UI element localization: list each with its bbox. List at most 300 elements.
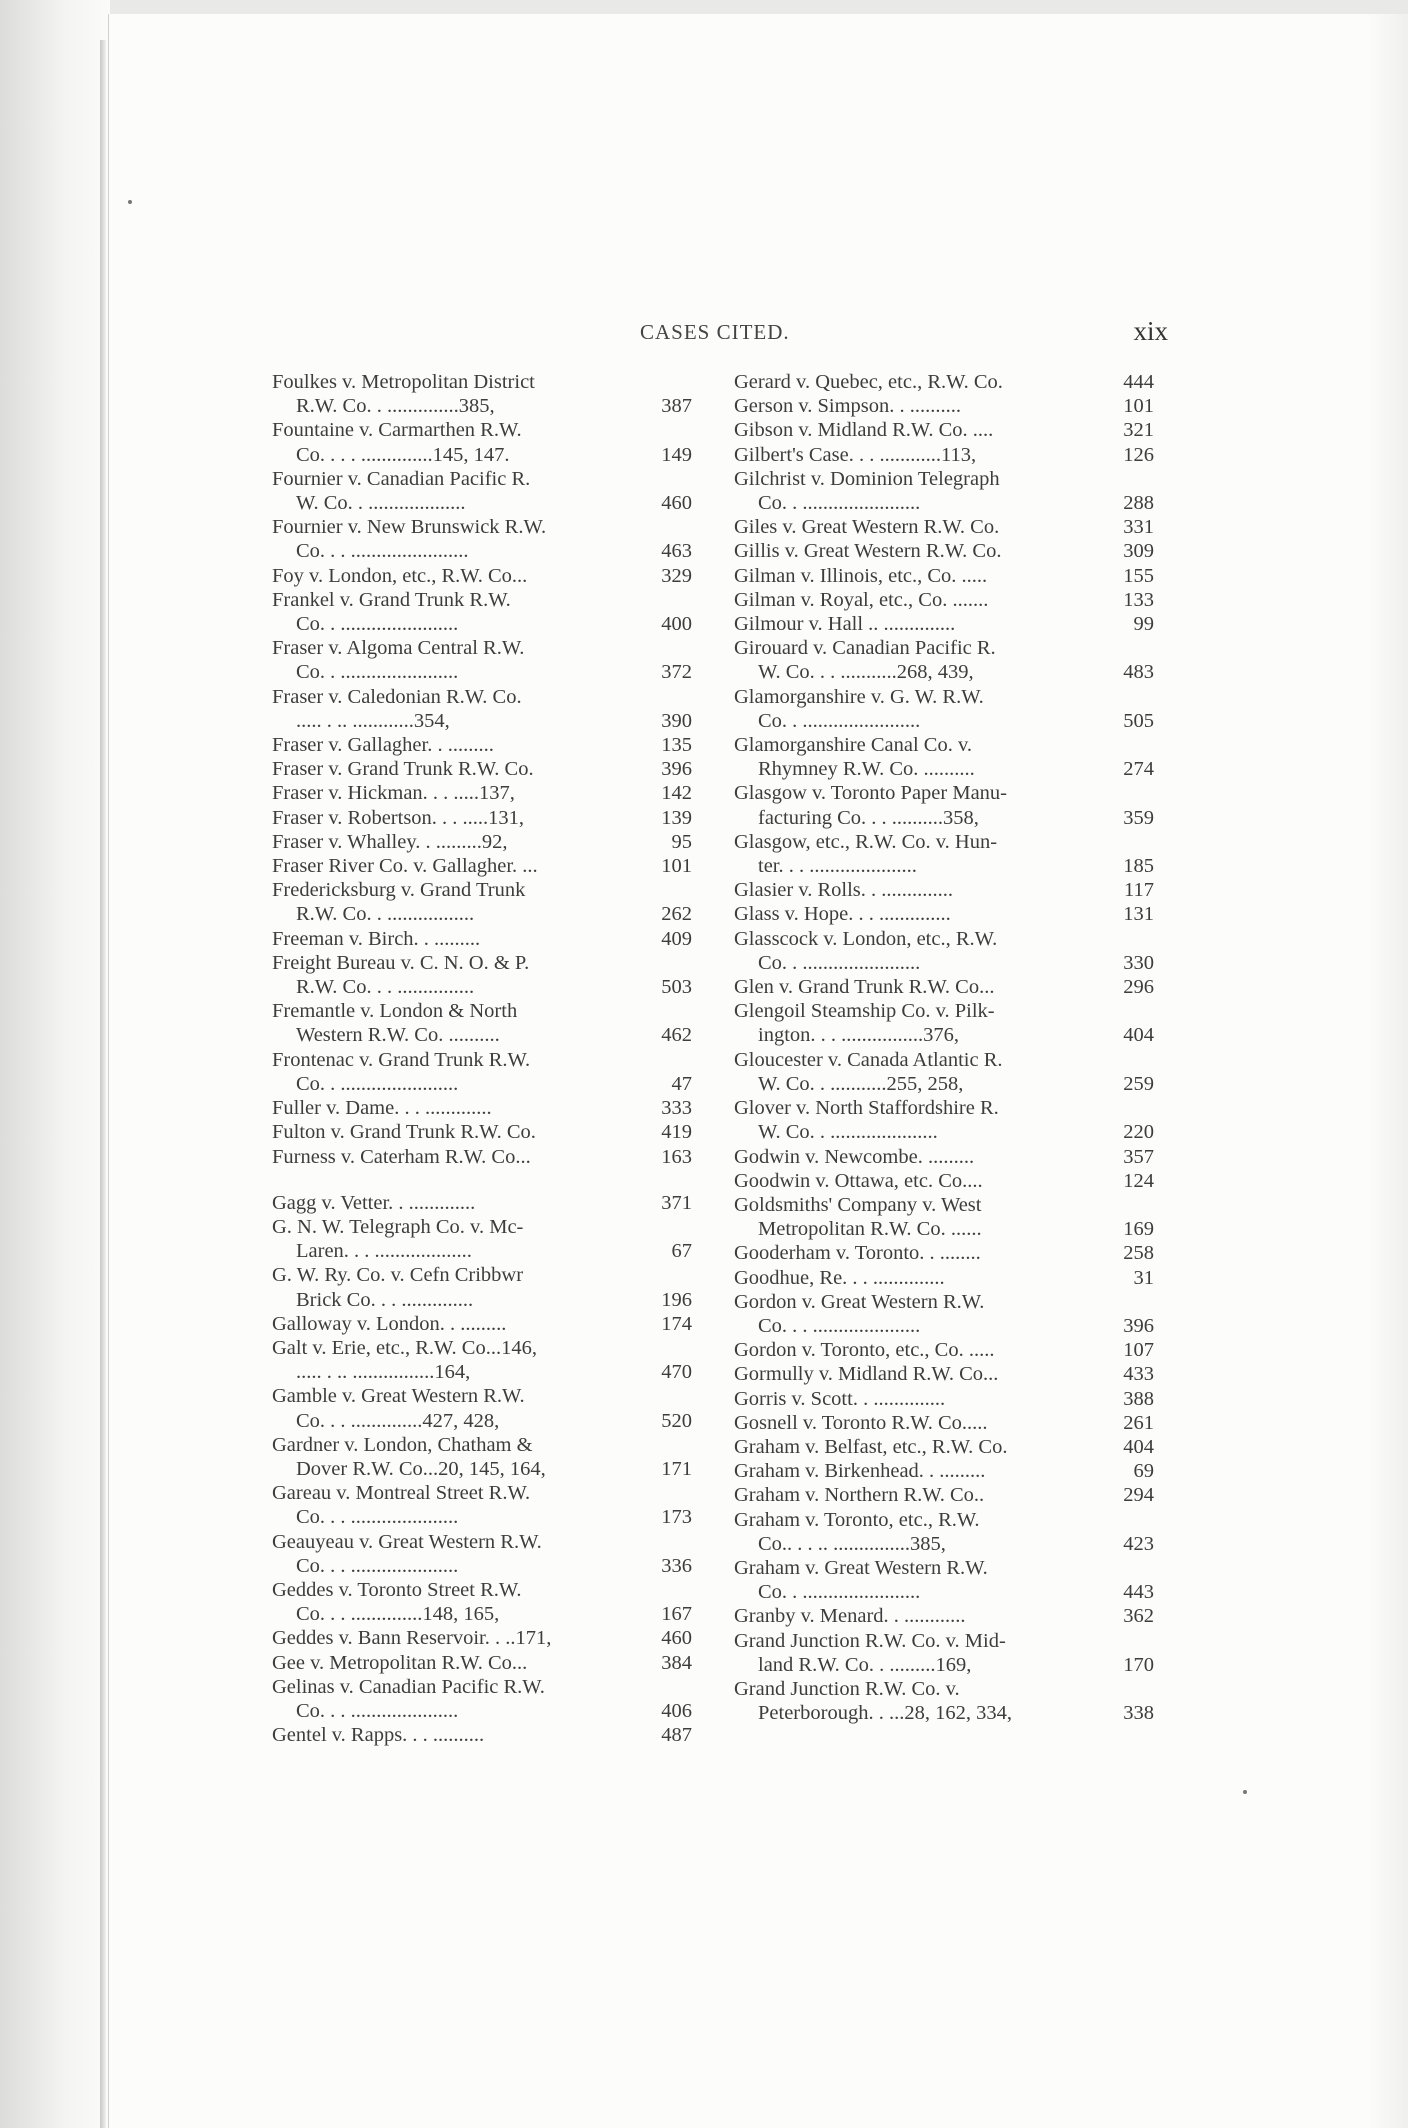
case-entry bbox=[272, 806, 692, 830]
case-entry bbox=[734, 515, 1154, 539]
case-name-line bbox=[272, 951, 692, 975]
case-entry bbox=[272, 1530, 692, 1578]
case-reference-line bbox=[272, 443, 692, 467]
case-reference-text: Co. . ....................... bbox=[296, 1072, 459, 1095]
page-reference: 95 bbox=[671, 830, 692, 853]
page-reference: 396 bbox=[661, 758, 692, 781]
case-entry bbox=[734, 1362, 1154, 1386]
running-head: CASES CITED. bbox=[640, 320, 790, 344]
page-reference: 67 bbox=[671, 1240, 692, 1263]
page-reference: 406 bbox=[661, 1699, 692, 1722]
case-reference-text: Gee v. Metropolitan R.W. Co... bbox=[272, 1651, 528, 1674]
case-reference-line bbox=[272, 612, 692, 636]
case-reference-line bbox=[272, 394, 692, 418]
book-spine-shadow bbox=[0, 0, 110, 2128]
case-name-text: Gardner v. London, Chatham & bbox=[272, 1433, 533, 1456]
case-name-line bbox=[734, 1048, 1154, 1072]
case-name-line bbox=[272, 1263, 692, 1287]
case-reference-line bbox=[272, 927, 692, 951]
case-reference-text: Gilman v. Royal, etc., Co. ....... bbox=[734, 588, 989, 611]
case-name-line bbox=[272, 418, 692, 442]
case-name-line bbox=[734, 1677, 1154, 1701]
page-reference: 463 bbox=[661, 540, 692, 563]
case-entry bbox=[734, 902, 1154, 926]
case-reference-text: Co. . . ..................... bbox=[296, 1506, 459, 1529]
page-reference: 262 bbox=[661, 903, 692, 926]
case-reference-text: Co. . . . ..............145, 147. bbox=[296, 443, 510, 466]
case-name-text: Gareau v. Montreal Street R.W. bbox=[272, 1482, 531, 1505]
case-entry bbox=[734, 418, 1154, 442]
page-reference: 139 bbox=[661, 806, 692, 829]
case-reference-line bbox=[734, 1580, 1154, 1604]
case-name-text: Fraser v. Algoma Central R.W. bbox=[272, 637, 525, 660]
case-reference-text: Giles v. Great Western R.W. Co. bbox=[734, 516, 1000, 539]
case-reference-line bbox=[734, 1411, 1154, 1435]
case-reference-text: Co. . ....................... bbox=[758, 1581, 921, 1604]
case-reference-text: Galloway v. London. . ......... bbox=[272, 1312, 507, 1335]
case-name-text: Geauyeau v. Great Western R.W. bbox=[272, 1530, 542, 1553]
page-reference: 331 bbox=[1123, 516, 1154, 539]
case-reference-text: Furness v. Caterham R.W. Co... bbox=[272, 1145, 531, 1168]
case-reference-text: Gilmour v. Hall .. .............. bbox=[734, 613, 956, 636]
page-reference: 357 bbox=[1123, 1145, 1154, 1168]
case-name-line bbox=[272, 370, 692, 394]
page-reference: 126 bbox=[1123, 443, 1154, 466]
case-entry bbox=[734, 975, 1154, 999]
case-name-line bbox=[734, 1096, 1154, 1120]
case-reference-line bbox=[734, 709, 1154, 733]
page-reference: 69 bbox=[1133, 1460, 1154, 1483]
case-entry bbox=[272, 1215, 692, 1263]
case-reference-line bbox=[272, 1145, 692, 1169]
page-reference: 99 bbox=[1133, 613, 1154, 636]
page-reference: 294 bbox=[1123, 1484, 1154, 1507]
case-name-text: Geddes v. Toronto Street R.W. bbox=[272, 1578, 522, 1601]
page-reference: 396 bbox=[1123, 1314, 1154, 1337]
case-entry bbox=[734, 927, 1154, 975]
case-reference-line bbox=[272, 781, 692, 805]
page-reference: 404 bbox=[1123, 1435, 1154, 1458]
case-name-line bbox=[272, 1578, 692, 1602]
case-name-line bbox=[272, 1336, 692, 1360]
case-name-text: Fountaine v. Carmarthen R.W. bbox=[272, 419, 522, 442]
case-reference-line bbox=[734, 806, 1154, 830]
case-entry bbox=[734, 370, 1154, 394]
case-entry bbox=[734, 1290, 1154, 1338]
case-reference-text: Glen v. Grand Trunk R.W. Co... bbox=[734, 976, 995, 999]
page-number: xix bbox=[1133, 316, 1168, 346]
case-name-line bbox=[272, 467, 692, 491]
page-reference: 338 bbox=[1123, 1702, 1154, 1725]
case-reference-line bbox=[734, 1023, 1154, 1047]
page-reference: 419 bbox=[661, 1121, 692, 1144]
case-entry bbox=[272, 1096, 692, 1120]
case-entry bbox=[272, 1048, 692, 1096]
case-name-line bbox=[734, 1193, 1154, 1217]
case-reference-text: Co. . . ..............427, 428, bbox=[296, 1409, 500, 1432]
case-entry bbox=[734, 1483, 1154, 1507]
page-reference: 330 bbox=[1123, 951, 1154, 974]
case-entry bbox=[272, 564, 692, 588]
case-reference-text: Gibson v. Midland R.W. Co. .... bbox=[734, 419, 994, 442]
case-reference-line bbox=[272, 757, 692, 781]
case-reference-text: Co. . . ..................... bbox=[296, 1554, 459, 1577]
case-reference-text: R.W. Co. . ..............385, bbox=[296, 395, 495, 418]
case-reference-line bbox=[734, 757, 1154, 781]
case-entry bbox=[734, 878, 1154, 902]
case-entry bbox=[272, 999, 692, 1047]
case-reference-line bbox=[734, 491, 1154, 515]
case-name-line bbox=[272, 1384, 692, 1408]
case-reference-line bbox=[734, 1483, 1154, 1507]
case-reference-line bbox=[272, 975, 692, 999]
case-reference-text: Fulton v. Grand Trunk R.W. Co. bbox=[272, 1121, 536, 1144]
case-entry bbox=[734, 733, 1154, 781]
page-reference: 174 bbox=[661, 1312, 692, 1335]
case-entry bbox=[734, 564, 1154, 588]
case-reference-line bbox=[734, 1072, 1154, 1096]
case-reference-text: Co. . ....................... bbox=[758, 492, 921, 515]
case-reference-line bbox=[272, 1120, 692, 1144]
case-entry bbox=[734, 999, 1154, 1047]
case-reference-text: Co.. . . .. ...............385, bbox=[758, 1532, 946, 1555]
case-name-text: G. W. Ry. Co. v. Cefn Cribbwr bbox=[272, 1264, 524, 1287]
case-reference-text: Co. . ....................... bbox=[296, 613, 459, 636]
case-name-text: Glengoil Steamship Co. v. Pilk- bbox=[734, 1000, 995, 1023]
case-name-line bbox=[734, 1508, 1154, 1532]
case-reference-line bbox=[272, 1602, 692, 1626]
case-reference-line bbox=[734, 1653, 1154, 1677]
case-reference-line bbox=[734, 1266, 1154, 1290]
page-reference: 329 bbox=[661, 564, 692, 587]
case-reference-line bbox=[734, 1338, 1154, 1362]
case-reference-text: Gerard v. Quebec, etc., R.W. Co. bbox=[734, 371, 1003, 393]
case-reference-text: Granby v. Menard. . ............ bbox=[734, 1605, 966, 1628]
case-name-line bbox=[734, 927, 1154, 951]
case-reference-text: W. Co. . ...........255, 258, bbox=[758, 1072, 964, 1095]
case-reference-text: Graham v. Birkenhead. . ......... bbox=[734, 1460, 986, 1483]
case-reference-line bbox=[272, 1023, 692, 1047]
case-entry bbox=[272, 370, 692, 418]
page-reference: 336 bbox=[661, 1554, 692, 1577]
page-reference: 196 bbox=[661, 1288, 692, 1311]
case-reference-line bbox=[734, 370, 1154, 394]
case-reference-text: Gilman v. Illinois, etc., Co. ..... bbox=[734, 564, 988, 587]
case-reference-text: Fuller v. Dame. . . ............. bbox=[272, 1097, 492, 1120]
case-reference-line bbox=[734, 1241, 1154, 1265]
case-reference-line bbox=[734, 878, 1154, 902]
page-reference: 142 bbox=[661, 782, 692, 805]
case-entry bbox=[734, 443, 1154, 467]
case-entry bbox=[734, 1435, 1154, 1459]
case-reference-text: R.W. Co. . ................. bbox=[296, 903, 475, 926]
page-reference: 288 bbox=[1123, 492, 1154, 515]
case-reference-text: Fraser v. Hickman. . . .....137, bbox=[272, 782, 515, 805]
page-reference: 296 bbox=[1123, 976, 1154, 999]
case-reference-text: Graham v. Northern R.W. Co.. bbox=[734, 1484, 985, 1507]
case-reference-line bbox=[734, 1362, 1154, 1386]
case-reference-line bbox=[734, 1435, 1154, 1459]
page-reference: 169 bbox=[1123, 1218, 1154, 1241]
case-reference-line bbox=[272, 1554, 692, 1578]
case-name-text: Freight Bureau v. C. N. O. & P. bbox=[272, 951, 530, 974]
case-name-text: Fraser v. Caledonian R.W. Co. bbox=[272, 685, 522, 708]
case-entry bbox=[734, 781, 1154, 829]
page-reference: 149 bbox=[661, 443, 692, 466]
case-entry bbox=[272, 1723, 692, 1747]
page-reference: 503 bbox=[661, 976, 692, 999]
case-reference-text: Fraser v. Robertson. . . .....131, bbox=[272, 806, 525, 829]
page-reference: 131 bbox=[1123, 903, 1154, 926]
case-name-text: Fredericksburg v. Grand Trunk bbox=[272, 879, 526, 902]
page-reference: 371 bbox=[661, 1191, 692, 1214]
page-reference: 333 bbox=[661, 1097, 692, 1120]
case-name-text: Graham v. Toronto, etc., R.W. bbox=[734, 1508, 980, 1531]
case-reference-line bbox=[272, 854, 692, 878]
case-reference-text: W. Co. . . ...........268, 439, bbox=[758, 661, 974, 684]
case-name-text: Fournier v. New Brunswick R.W. bbox=[272, 516, 547, 539]
case-name-text: Goldsmiths' Company v. West bbox=[734, 1193, 982, 1216]
case-reference-text: ..... . .. ............354, bbox=[296, 709, 450, 732]
case-name-text: Glasscock v. London, etc., R.W. bbox=[734, 927, 998, 950]
page-reference: 400 bbox=[661, 613, 692, 636]
case-reference-line bbox=[272, 733, 692, 757]
case-entry bbox=[272, 830, 692, 854]
case-name-line bbox=[272, 1481, 692, 1505]
page-reference: 404 bbox=[1123, 1024, 1154, 1047]
case-reference-line bbox=[734, 1169, 1154, 1193]
page-reference: 505 bbox=[1123, 709, 1154, 732]
case-reference-line bbox=[272, 1191, 692, 1215]
right-column bbox=[734, 370, 1154, 1725]
page-reference: 372 bbox=[661, 661, 692, 684]
case-name-text: Frontenac v. Grand Trunk R.W. bbox=[272, 1048, 531, 1071]
page-reference: 359 bbox=[1123, 806, 1154, 829]
case-entry bbox=[272, 1336, 692, 1384]
case-reference-line bbox=[734, 443, 1154, 467]
case-entry bbox=[734, 1629, 1154, 1677]
case-entry bbox=[272, 1263, 692, 1311]
page-reference: 520 bbox=[661, 1409, 692, 1432]
case-name-text: Foulkes v. Metropolitan District bbox=[272, 371, 535, 393]
case-entry bbox=[734, 1266, 1154, 1290]
case-reference-line bbox=[272, 1072, 692, 1096]
case-name-line bbox=[734, 467, 1154, 491]
case-entry bbox=[734, 1556, 1154, 1604]
case-reference-text: Fraser River Co. v. Gallagher. ... bbox=[272, 855, 538, 878]
case-name-text: Gloucester v. Canada Atlantic R. bbox=[734, 1048, 1003, 1071]
case-entry bbox=[734, 685, 1154, 733]
case-reference-text: Brick Co. . . .............. bbox=[296, 1288, 474, 1311]
case-reference-line bbox=[272, 1239, 692, 1263]
case-name-text: Fournier v. Canadian Pacific R. bbox=[272, 467, 531, 490]
case-name-line bbox=[734, 1556, 1154, 1580]
case-entry bbox=[272, 1120, 692, 1144]
case-reference-text: Co. . . ..............148, 165, bbox=[296, 1603, 500, 1626]
case-entry bbox=[734, 1387, 1154, 1411]
case-name-text: Grand Junction R.W. Co. v. Mid- bbox=[734, 1629, 1006, 1652]
case-reference-text: ..... . .. ................164, bbox=[296, 1361, 471, 1384]
case-reference-line bbox=[734, 418, 1154, 442]
case-name-line bbox=[272, 1675, 692, 1699]
case-name-line bbox=[734, 636, 1154, 660]
case-reference-line bbox=[734, 515, 1154, 539]
case-reference-line bbox=[734, 394, 1154, 418]
case-name-text: Galt v. Erie, etc., R.W. Co...146, bbox=[272, 1336, 537, 1359]
case-reference-text: Peterborough. . ...28, 162, 334, bbox=[758, 1702, 1012, 1725]
case-name-line bbox=[734, 1290, 1154, 1314]
page-reference: 170 bbox=[1123, 1653, 1154, 1676]
case-reference-line bbox=[734, 660, 1154, 684]
facing-page-edge bbox=[100, 40, 106, 2128]
case-reference-text: Fraser v. Whalley. . .........92, bbox=[272, 830, 508, 853]
case-name-line bbox=[734, 733, 1154, 757]
case-reference-text: Glass v. Hope. . . .............. bbox=[734, 903, 951, 926]
case-reference-text: Co. . . ..................... bbox=[758, 1314, 921, 1337]
case-reference-line bbox=[272, 1288, 692, 1312]
case-name-line bbox=[272, 1433, 692, 1457]
case-reference-line bbox=[734, 1120, 1154, 1144]
case-name-text: Gamble v. Great Western R.W. bbox=[272, 1385, 525, 1408]
case-name-line bbox=[734, 685, 1154, 709]
case-reference-line bbox=[734, 854, 1154, 878]
case-name-text: Glamorganshire Canal Co. v. bbox=[734, 734, 972, 757]
case-reference-line bbox=[734, 1314, 1154, 1338]
case-reference-line bbox=[272, 1699, 692, 1723]
case-name-line bbox=[734, 830, 1154, 854]
case-reference-line bbox=[272, 902, 692, 926]
case-entry bbox=[272, 1651, 692, 1675]
case-name-text: Graham v. Great Western R.W. bbox=[734, 1556, 988, 1579]
case-reference-text: Gerson v. Simpson. . .......... bbox=[734, 395, 962, 418]
case-entry bbox=[272, 467, 692, 515]
case-name-line bbox=[272, 878, 692, 902]
case-name-text: Fremantle v. London & North bbox=[272, 1000, 518, 1023]
page-reference: 135 bbox=[661, 734, 692, 757]
case-reference-line bbox=[734, 588, 1154, 612]
case-name-line bbox=[734, 999, 1154, 1023]
page-reference: 261 bbox=[1123, 1411, 1154, 1434]
case-reference-text: Co. . ....................... bbox=[296, 661, 459, 684]
case-reference-text: Foy v. London, etc., R.W. Co... bbox=[272, 564, 528, 587]
case-reference-text: Dover R.W. Co...20, 145, 164, bbox=[296, 1457, 546, 1480]
page-reference: 321 bbox=[1123, 419, 1154, 442]
case-entry bbox=[734, 1338, 1154, 1362]
page-reference: 409 bbox=[661, 927, 692, 950]
case-reference-text: land R.W. Co. . .........169, bbox=[758, 1653, 972, 1676]
case-entry bbox=[734, 612, 1154, 636]
case-reference-text: Co. . ....................... bbox=[758, 709, 921, 732]
case-reference-text: Godwin v. Newcombe. ......... bbox=[734, 1145, 975, 1168]
page-reference: 124 bbox=[1123, 1169, 1154, 1192]
case-entry bbox=[272, 588, 692, 636]
case-entry bbox=[272, 418, 692, 466]
case-entry bbox=[734, 1193, 1154, 1241]
case-entry bbox=[272, 1384, 692, 1432]
case-reference-text: Geddes v. Bann Reservoir. . ..171, bbox=[272, 1627, 552, 1650]
page-reference: 470 bbox=[661, 1361, 692, 1384]
case-name-line bbox=[734, 1629, 1154, 1653]
case-entry bbox=[272, 685, 692, 733]
case-name-line bbox=[272, 515, 692, 539]
case-name-line bbox=[734, 781, 1154, 805]
page-reference: 309 bbox=[1123, 540, 1154, 563]
case-reference-line bbox=[272, 1626, 692, 1650]
case-reference-line bbox=[734, 975, 1154, 999]
case-name-text: Gordon v. Great Western R.W. bbox=[734, 1290, 985, 1313]
page-reference: 444 bbox=[1123, 371, 1154, 393]
case-entry bbox=[272, 515, 692, 563]
case-reference-text: Co. . . ..................... bbox=[296, 1699, 459, 1722]
case-name-line bbox=[272, 1048, 692, 1072]
case-reference-line bbox=[272, 709, 692, 733]
case-reference-line bbox=[272, 491, 692, 515]
case-reference-line bbox=[734, 1145, 1154, 1169]
case-reference-text: Freeman v. Birch. . ......... bbox=[272, 927, 481, 950]
case-reference-line bbox=[734, 1459, 1154, 1483]
case-name-text: Girouard v. Canadian Pacific R. bbox=[734, 637, 996, 660]
case-name-text: Glamorganshire v. G. W. R.W. bbox=[734, 685, 984, 708]
case-entry bbox=[734, 1411, 1154, 1435]
case-reference-text: R.W. Co. . . ............... bbox=[296, 976, 475, 999]
case-reference-line bbox=[734, 1387, 1154, 1411]
case-reference-text: Laren. . . ................... bbox=[296, 1240, 472, 1263]
case-reference-line bbox=[734, 951, 1154, 975]
case-reference-text: Gillis v. Great Western R.W. Co. bbox=[734, 540, 1002, 563]
case-entry bbox=[272, 1626, 692, 1650]
case-entry bbox=[734, 588, 1154, 612]
case-entry bbox=[272, 1312, 692, 1336]
case-reference-text: facturing Co. . . ..........358, bbox=[758, 806, 979, 829]
page-reference: 460 bbox=[661, 1627, 692, 1650]
case-reference-line bbox=[272, 1651, 692, 1675]
case-entry bbox=[734, 467, 1154, 515]
left-column bbox=[272, 370, 692, 1747]
case-reference-line bbox=[272, 539, 692, 563]
case-reference-text: Western R.W. Co. .......... bbox=[296, 1024, 500, 1047]
case-reference-text: Gentel v. Rapps. . . .......... bbox=[272, 1724, 485, 1747]
case-entry bbox=[272, 854, 692, 878]
case-reference-text: Fraser v. Grand Trunk R.W. Co. bbox=[272, 758, 534, 781]
case-reference-text: Co. . ....................... bbox=[758, 951, 921, 974]
case-entry bbox=[272, 1675, 692, 1723]
page-edge-shadow bbox=[1367, 14, 1408, 2128]
case-reference-line bbox=[272, 1312, 692, 1336]
page-reference: 173 bbox=[661, 1506, 692, 1529]
case-entry bbox=[272, 1433, 692, 1481]
page-reference: 117 bbox=[1124, 879, 1154, 902]
page-reference: 47 bbox=[671, 1072, 692, 1095]
case-reference-text: Glasier v. Rolls. . .............. bbox=[734, 879, 954, 902]
page-reference: 443 bbox=[1123, 1581, 1154, 1604]
case-reference-text: W. Co. . ................... bbox=[296, 492, 466, 515]
case-reference-line bbox=[272, 830, 692, 854]
page-reference: 133 bbox=[1123, 588, 1154, 611]
case-reference-line bbox=[734, 564, 1154, 588]
case-entry bbox=[734, 1096, 1154, 1144]
case-reference-text: Goodhue, Re. . . .............. bbox=[734, 1266, 945, 1289]
case-reference-line bbox=[272, 1096, 692, 1120]
case-entry bbox=[734, 1145, 1154, 1169]
case-entry bbox=[272, 1481, 692, 1529]
case-entry bbox=[734, 1508, 1154, 1556]
page-reference: 487 bbox=[661, 1724, 692, 1747]
page-reference: 101 bbox=[661, 855, 692, 878]
case-entry bbox=[272, 636, 692, 684]
case-entry bbox=[734, 1677, 1154, 1725]
page-reference: 388 bbox=[1123, 1387, 1154, 1410]
case-name-text: G. N. W. Telegraph Co. v. Mc- bbox=[272, 1215, 524, 1238]
